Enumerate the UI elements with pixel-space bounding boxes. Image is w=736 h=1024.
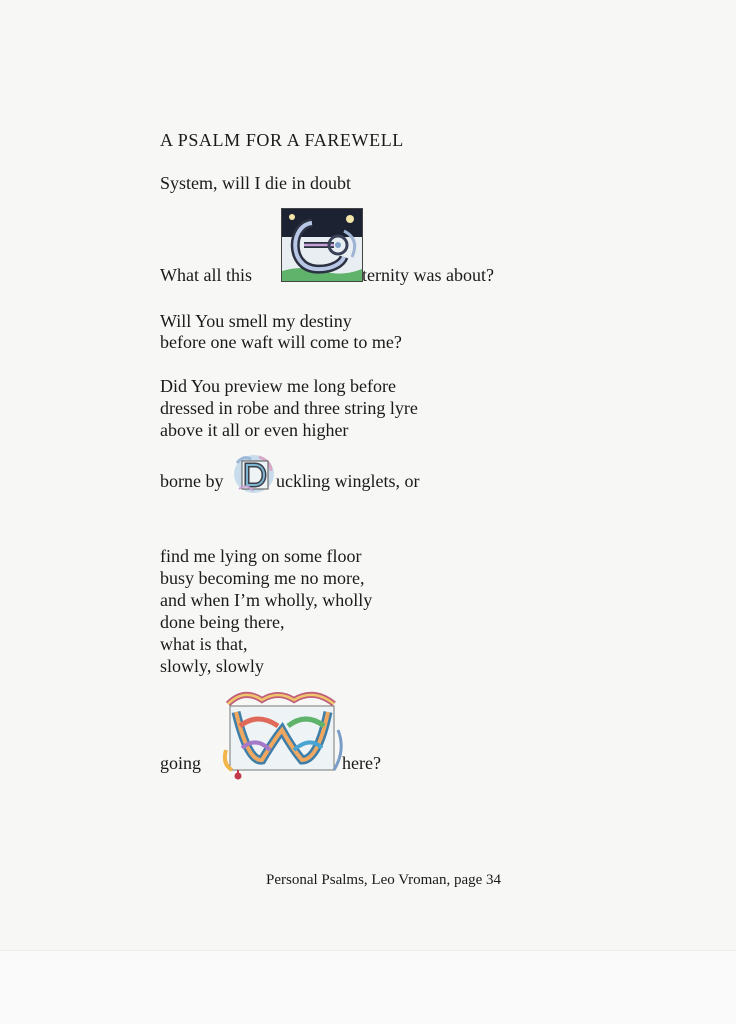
poem-line-continuation: here?: [342, 753, 381, 773]
poem-line: busy becoming me no more,: [160, 568, 365, 588]
line-text: What all this: [160, 265, 252, 285]
poem-line-continuation: uckling winglets, or: [276, 471, 420, 491]
paper-bottom-edge: [0, 950, 736, 1024]
poem-line: before one waft will come to me?: [160, 332, 402, 352]
page-footer: Personal Psalms, Leo Vroman, page 34: [266, 872, 502, 888]
illuminated-letter-e-icon: [281, 208, 363, 282]
poem-line: and when I’m wholly, wholly: [160, 590, 373, 610]
poem-line: done being there,: [160, 612, 285, 632]
poem-line: Will You smell my destiny: [160, 311, 352, 331]
poem-line: find me lying on some floor: [160, 546, 362, 566]
poem-line: what is that,: [160, 634, 248, 654]
poem-line: Did You preview me long before: [160, 376, 396, 396]
poem-line-continuation: ternity was about?: [362, 265, 494, 285]
poem-line: [160, 264, 252, 286]
line-text: going: [160, 753, 202, 773]
poem-line: [160, 752, 201, 774]
line-text: borne by: [160, 471, 224, 491]
poem-title: A PSALM FOR A FAREWELL: [160, 130, 404, 150]
illuminated-letter-w-icon: [222, 690, 342, 782]
poem-line: slowly, slowly: [160, 656, 264, 676]
poem-line: [160, 470, 223, 492]
poem-line: System, will I die in doubt: [160, 173, 351, 193]
poem-line: above it all or even higher: [160, 420, 349, 440]
illuminated-letter-d-icon: [233, 453, 275, 495]
poem-line: dressed in robe and three string lyre: [160, 398, 418, 418]
